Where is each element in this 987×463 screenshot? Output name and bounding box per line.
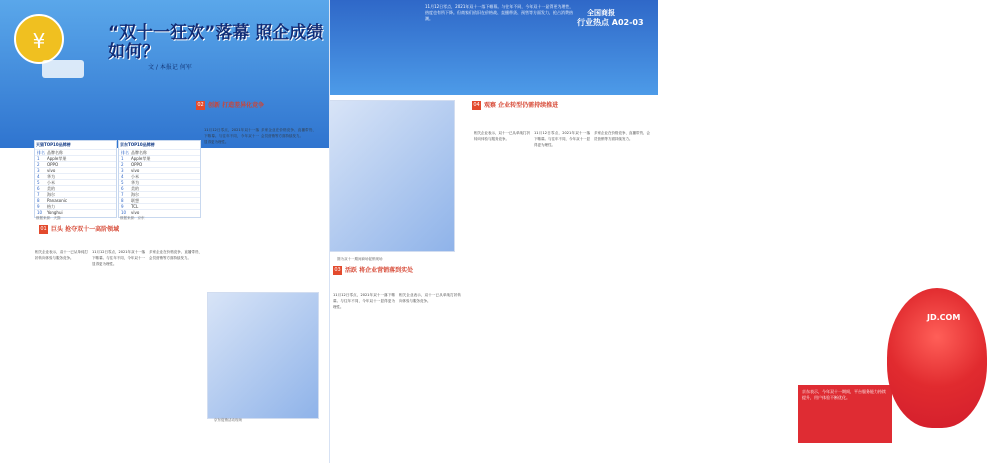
highlight-quote: 京东表示，今年双十一期间，平台服务能力持续提升，用户体验不断优化。 [798, 385, 892, 443]
shopping-cart-icon [42, 60, 84, 78]
byline: 文 / 本报记 何军 [148, 64, 192, 71]
dog-mascot-icon [887, 288, 987, 428]
article-column: 11月12日零点，2021年双十一落下帷幕。与往年不同，今年双十一显得更为理性。 [333, 293, 395, 309]
store-photo [207, 292, 319, 419]
mascot-icon: ¥ [14, 14, 64, 64]
article-column: 11月12日零点，2021年双十一落下帷幕。与往年不同，今年双十一显得更为理性。 [534, 131, 590, 147]
jd-logo: JD.COM [927, 313, 961, 322]
article-column: 多家企业在价格竞争、直播带货、会员营销等方面持续发力。 [261, 128, 316, 138]
left-page [0, 0, 329, 463]
page-title: “双十一狂欢”落幕 照企成绩如何？ [108, 23, 324, 62]
section-title: 行业热点 A02-03 [577, 18, 644, 27]
page-divider [329, 0, 330, 463]
tmall-brand-table: 天猫TOP10品牌榜 排名 品牌名称 1 Apple苹果 2 OPPO 3 vivo 4 华为 5 小米 6 美的 7 海尔 8 Panasonic 9 格力 10 Yonghui 数据来源：天猫 [34, 140, 117, 218]
right-page [329, 0, 961, 463]
article-column: 11月12日零点，2021年双十一落下帷幕。与往年不同，今年双十一显得更为理性。 [92, 250, 145, 266]
photo-caption: 京东促销活动现场 [214, 418, 242, 422]
table-caption: 京东TOP10品牌榜 [120, 142, 155, 147]
article-column: 相关企业表示，双十一已从单纯打折转向体验与服务竞争。 [399, 293, 461, 303]
jd-brand-table: 京东TOP10品牌榜 排名 品牌名称 1 Apple苹果 2 OPPO 3 vivo 4 小米 5 华为 6 美的 7 海尔 8 联想 9 TCL 10 vivo 数据来源：京东 [118, 140, 201, 218]
intro-text: 11月12日零点，2021年双十一落下帷幕。与往年不同，今年双十一显得更为理性，热度也有所下降。但商家们依旧在价格战、直播带货、预售等方面发力，抢占消费热潮。 [425, 4, 574, 21]
mall-photo [329, 100, 455, 252]
article-column: 11月12日零点，2021年双十一落下帷幕。与往年不同，今年双十一显得更为理性。 [204, 128, 259, 144]
article-column: 相关企业表示，双十一已从单纯打折转向体验与服务竞争。 [474, 131, 530, 141]
section-badge-04: 04 观察 企业转型仍需持续推进 [473, 102, 559, 109]
right-hero [329, 0, 658, 95]
article-column: 多家企业在价格竞争、直播带货、会员营销等方面持续发力。 [149, 250, 202, 260]
hero-banner [0, 0, 329, 148]
section-badge-02: 02 创新 打造差异化竞争 [197, 102, 265, 109]
newspaper-brand: 全国商报 [587, 9, 615, 17]
article-column: 多家企业在价格竞争、直播带货、会员营销等方面持续发力。 [594, 131, 650, 141]
section-badge-03: 03 活跃 将企业营销落到实处 [334, 267, 414, 274]
table-footer: 数据来源：京东 [120, 216, 145, 220]
article-column: 相关企业表示，双十一已从单纯打折转向体验与服务竞争。 [35, 250, 88, 260]
table-footer: 数据来源：天猫 [36, 216, 61, 220]
photo-caption: 图为双十一期间商场促销现场 [337, 257, 383, 261]
section-badge-01: 01 巨头 抢夺双十一高阶领域 [40, 226, 120, 233]
table-caption: 天猫TOP10品牌榜 [36, 142, 71, 147]
